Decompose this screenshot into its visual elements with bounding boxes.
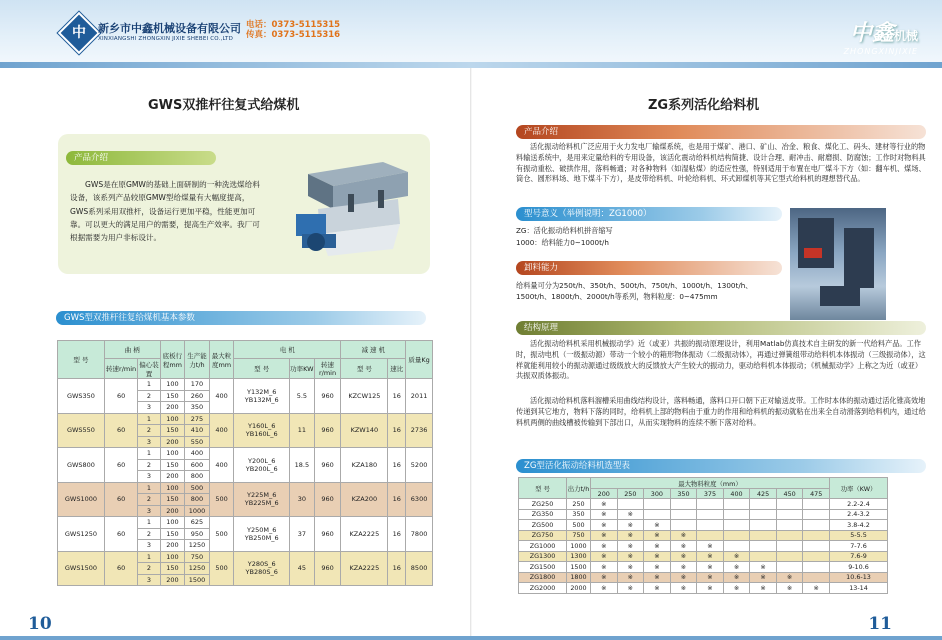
table-cell: 7.6-9 bbox=[830, 551, 888, 562]
check-mark-icon: ※ bbox=[723, 562, 750, 573]
table-cell: Y132M_6 YB132M_6 bbox=[234, 379, 290, 414]
zg-selection-table bbox=[518, 477, 888, 594]
check-mark-icon: ※ bbox=[617, 562, 644, 573]
table-cell: 100 bbox=[160, 413, 185, 425]
check-mark-icon: ※ bbox=[591, 562, 618, 573]
table-cell bbox=[670, 520, 697, 531]
table-cell: GWS550 bbox=[58, 413, 105, 448]
th-max-size: 最大粒度mm bbox=[209, 341, 234, 379]
principle-paragraph-2: 活化振动给料机落料溜槽采用曲线结构设计，落料畅通，落料口开口朝下正对输送皮带。工作时本体的振动通过活化锥高效地传递到其它地方，物料下落的同时，给料机上部的物料由于重力的作用和给料机的振动就粘在出来全自动滑落到给料机内，通过给料机两侧的曲线槽被传输到下部出口，从而实现物料的连续不断下落对给料。 bbox=[516, 396, 926, 427]
company-logo-icon: 中 bbox=[58, 12, 100, 54]
table-cell: 400 bbox=[209, 379, 234, 414]
table-cell: 60 bbox=[104, 448, 137, 483]
table-cell bbox=[803, 541, 830, 552]
table-cell: 16 bbox=[388, 517, 406, 552]
table-row bbox=[519, 562, 888, 573]
table-cell: 750 bbox=[567, 530, 591, 541]
table-cell: 800 bbox=[185, 494, 210, 506]
table-cell: 200 bbox=[160, 402, 185, 414]
table-cell: 3 bbox=[138, 540, 160, 552]
right-table-heading: ZG型活化振动给料机选型表 bbox=[516, 459, 926, 473]
table-cell: GWS1250 bbox=[58, 517, 105, 552]
table-cell: 1250 bbox=[185, 540, 210, 552]
table-cell: 500 bbox=[209, 517, 234, 552]
table-cell bbox=[776, 551, 803, 562]
table-cell bbox=[723, 509, 750, 520]
company-name: 新乡市中鑫机械设备有限公司 bbox=[98, 22, 241, 35]
table-row bbox=[58, 413, 433, 425]
table-cell bbox=[803, 530, 830, 541]
table-cell: 200 bbox=[160, 436, 185, 448]
table-cell: 2000 bbox=[567, 583, 591, 594]
table-cell: 1 bbox=[138, 551, 160, 563]
check-mark-icon: ※ bbox=[670, 583, 697, 594]
check-mark-icon: ※ bbox=[617, 551, 644, 562]
table-cell: ZG1500 bbox=[519, 562, 567, 573]
table-cell: GWS1000 bbox=[58, 482, 105, 517]
table-cell bbox=[697, 509, 724, 520]
table-cell: 1 bbox=[138, 517, 160, 529]
table-cell bbox=[723, 541, 750, 552]
table-cell: GWS1500 bbox=[58, 551, 105, 586]
check-mark-icon: ※ bbox=[723, 572, 750, 583]
table-cell: 2011 bbox=[406, 379, 433, 414]
table-row bbox=[519, 583, 888, 594]
table-cell: 800 bbox=[185, 471, 210, 483]
th-motor: 电 机 bbox=[234, 341, 341, 359]
check-mark-icon: ※ bbox=[750, 583, 777, 594]
table-cell bbox=[750, 520, 777, 531]
table-cell: 13-14 bbox=[830, 583, 888, 594]
table-cell: 2.2-2.4 bbox=[830, 499, 888, 510]
table-cell: 5.5 bbox=[290, 379, 315, 414]
table-cell: 400 bbox=[209, 448, 234, 483]
table-cell: 6300 bbox=[406, 482, 433, 517]
table-cell: 150 bbox=[160, 563, 185, 575]
check-mark-icon: ※ bbox=[644, 530, 671, 541]
table-cell: 30 bbox=[290, 482, 315, 517]
th-power: 功率KW bbox=[290, 359, 315, 379]
table-cell bbox=[723, 499, 750, 510]
table-cell bbox=[803, 499, 830, 510]
table-cell: KZW140 bbox=[341, 413, 388, 448]
table-cell: 960 bbox=[314, 551, 341, 586]
check-mark-icon: ※ bbox=[617, 541, 644, 552]
table-cell: 1 bbox=[138, 413, 160, 425]
th-size-value: 400 bbox=[723, 489, 750, 499]
table-cell: 260 bbox=[185, 390, 210, 402]
table-cell: 150 bbox=[160, 494, 185, 506]
table-cell: Y160L_6 YB160L_6 bbox=[234, 413, 290, 448]
table-cell: 16 bbox=[388, 413, 406, 448]
table-cell bbox=[697, 499, 724, 510]
check-mark-icon: ※ bbox=[723, 583, 750, 594]
table-row bbox=[58, 448, 433, 460]
table-row bbox=[58, 517, 433, 529]
table-cell: 1 bbox=[138, 482, 160, 494]
table-cell: Y250M_6 YB250M_6 bbox=[234, 517, 290, 552]
th-zg-output: 出力t/h bbox=[567, 478, 591, 499]
table-cell bbox=[644, 499, 671, 510]
th-reducer-model: 型 号 bbox=[341, 359, 388, 379]
table-row bbox=[519, 509, 888, 520]
contact-info: 电话：0373-5115315 传真：0373-5115316 bbox=[246, 20, 341, 40]
table-cell: 16 bbox=[388, 482, 406, 517]
table-row bbox=[58, 379, 433, 391]
table-cell: 60 bbox=[104, 482, 137, 517]
check-mark-icon: ※ bbox=[591, 509, 618, 520]
table-cell: 2 bbox=[138, 459, 160, 471]
th-stroke: 底板行程mm bbox=[160, 341, 185, 379]
table-cell bbox=[697, 520, 724, 531]
th-reducer: 减 速 机 bbox=[341, 341, 406, 359]
table-cell: ZG500 bbox=[519, 520, 567, 531]
table-cell: 960 bbox=[314, 517, 341, 552]
left-intro-heading: 产品介绍 bbox=[66, 151, 216, 165]
check-mark-icon: ※ bbox=[617, 530, 644, 541]
check-mark-icon: ※ bbox=[644, 583, 671, 594]
table-cell bbox=[750, 551, 777, 562]
table-cell: 1500 bbox=[185, 574, 210, 586]
table-cell: 11 bbox=[290, 413, 315, 448]
company-name-en: XINXIANGSHI ZHONGXIN JIXIE SHEBEI CO.,LTD bbox=[98, 36, 234, 42]
table-cell: ZG350 bbox=[519, 509, 567, 520]
table-cell: 2 bbox=[138, 494, 160, 506]
principle-paragraph-1: 活化振动给料机采用机械振动学》近（或亚）共振的振动原理设计，利用Matlab仿真技术自主研发的新一代给料产品。工作时，振动电机（一级振动源）带动一个较小的箱形物体振动（二级振动体），再通过弹簧组带动给料机本体振动（三级振动体），这样就能利用较小的振动源通过级级放大的反馈放大产生较大的振动力，驱动给料机本体振动；《机械振动学》上称之为近（或亚）共振双质体振动。 bbox=[516, 339, 926, 381]
table-cell: 10.6-13 bbox=[830, 572, 888, 583]
table-cell bbox=[617, 499, 644, 510]
check-mark-icon: ※ bbox=[750, 572, 777, 583]
table-cell: 625 bbox=[185, 517, 210, 529]
check-mark-icon: ※ bbox=[617, 509, 644, 520]
check-mark-icon: ※ bbox=[750, 562, 777, 573]
th-weight: 质量Kg bbox=[406, 341, 433, 379]
table-cell: 400 bbox=[209, 413, 234, 448]
table-cell: 250 bbox=[567, 499, 591, 510]
th-size-value: 450 bbox=[776, 489, 803, 499]
th-size-value: 300 bbox=[644, 489, 671, 499]
table-cell: 150 bbox=[160, 528, 185, 540]
th-speed: 转速r/min bbox=[104, 359, 137, 379]
table-cell: 150 bbox=[160, 425, 185, 437]
table-cell: 1 bbox=[138, 448, 160, 460]
table-cell: 2736 bbox=[406, 413, 433, 448]
table-cell: ZG1000 bbox=[519, 541, 567, 552]
table-cell: 275 bbox=[185, 413, 210, 425]
check-mark-icon: ※ bbox=[670, 562, 697, 573]
table-cell: 60 bbox=[104, 413, 137, 448]
table-cell: 500 bbox=[209, 551, 234, 586]
table-row bbox=[519, 530, 888, 541]
table-cell: 350 bbox=[567, 509, 591, 520]
table-cell: 1000 bbox=[185, 505, 210, 517]
table-cell: 1000 bbox=[567, 541, 591, 552]
table-cell: 5200 bbox=[406, 448, 433, 483]
check-mark-icon: ※ bbox=[723, 551, 750, 562]
table-cell: 960 bbox=[314, 379, 341, 414]
table-cell: 100 bbox=[160, 379, 185, 391]
table-cell: 960 bbox=[314, 448, 341, 483]
check-mark-icon: ※ bbox=[591, 541, 618, 552]
model-meaning-line-1: ZG：活化振动给料机拼音缩写 bbox=[516, 226, 613, 235]
table-cell: ZG750 bbox=[519, 530, 567, 541]
left-intro-text: GWS是在原GMW的基础上面研制的一种洗选煤给料设备，该系列产品较原GMW型给煤量有大幅度提高，GWS系列采用双推杆，设备运行更加平稳，性能更加可靠。可以更大的满足用户的需要，提高生产效率。我厂可根据需要为用户非标设计。 bbox=[70, 180, 260, 243]
page-spine bbox=[470, 68, 472, 640]
table-cell: 600 bbox=[185, 459, 210, 471]
table-cell bbox=[776, 520, 803, 531]
right-principle-heading: 结构原理 bbox=[516, 321, 926, 335]
check-mark-icon: ※ bbox=[617, 520, 644, 531]
check-mark-icon: ※ bbox=[697, 562, 724, 573]
table-cell: 200 bbox=[160, 471, 185, 483]
right-intro-heading: 产品介绍 bbox=[516, 125, 926, 139]
table-cell: 400 bbox=[185, 448, 210, 460]
th-size-value: 375 bbox=[697, 489, 724, 499]
table-cell: 7800 bbox=[406, 517, 433, 552]
check-mark-icon: ※ bbox=[644, 562, 671, 573]
table-cell bbox=[644, 509, 671, 520]
table-cell: 2 bbox=[138, 425, 160, 437]
table-cell: 9-10.6 bbox=[830, 562, 888, 573]
table-cell: 170 bbox=[185, 379, 210, 391]
left-table-heading: GWS型双推杆往复给煤机基本参数 bbox=[56, 311, 426, 325]
check-mark-icon: ※ bbox=[591, 530, 618, 541]
table-cell bbox=[776, 541, 803, 552]
table-cell: 3 bbox=[138, 436, 160, 448]
footer-band bbox=[0, 636, 942, 640]
table-cell bbox=[750, 541, 777, 552]
table-cell: 2.4-3.2 bbox=[830, 509, 888, 520]
table-cell: 200 bbox=[160, 540, 185, 552]
table-cell: 8500 bbox=[406, 551, 433, 586]
table-cell: 200 bbox=[160, 505, 185, 517]
check-mark-icon: ※ bbox=[697, 551, 724, 562]
table-cell: Y280S_6 YB280S_6 bbox=[234, 551, 290, 586]
table-cell: 500 bbox=[567, 520, 591, 531]
th-size-value: 250 bbox=[617, 489, 644, 499]
table-cell: 60 bbox=[104, 551, 137, 586]
check-mark-icon: ※ bbox=[617, 572, 644, 583]
gws-parameter-table bbox=[57, 340, 433, 586]
table-cell: 550 bbox=[185, 436, 210, 448]
check-mark-icon: ※ bbox=[670, 530, 697, 541]
table-cell bbox=[803, 509, 830, 520]
table-row bbox=[519, 551, 888, 562]
check-mark-icon: ※ bbox=[644, 551, 671, 562]
table-cell: 1500 bbox=[567, 562, 591, 573]
check-mark-icon: ※ bbox=[697, 541, 724, 552]
left-page-number: 10 bbox=[28, 614, 52, 634]
table-cell bbox=[803, 551, 830, 562]
table-cell: 150 bbox=[160, 390, 185, 402]
th-zg-power: 功率（KW） bbox=[830, 478, 888, 499]
table-cell bbox=[803, 520, 830, 531]
check-mark-icon: ※ bbox=[697, 583, 724, 594]
table-row bbox=[58, 551, 433, 563]
left-page-title: GWS双推杆往复式给煤机 bbox=[148, 98, 300, 113]
table-cell: 3 bbox=[138, 574, 160, 586]
table-cell: 5-5.5 bbox=[830, 530, 888, 541]
table-cell bbox=[697, 530, 724, 541]
table-cell: 500 bbox=[185, 482, 210, 494]
table-row bbox=[519, 541, 888, 552]
check-mark-icon: ※ bbox=[591, 583, 618, 594]
th-model: 型 号 bbox=[58, 341, 105, 379]
table-cell: 16 bbox=[388, 551, 406, 586]
table-cell bbox=[750, 499, 777, 510]
th-ratio: 速比 bbox=[388, 359, 406, 379]
right-page-title: ZG系列活化给料机 bbox=[648, 98, 760, 113]
table-cell: 1 bbox=[138, 379, 160, 391]
check-mark-icon: ※ bbox=[670, 541, 697, 552]
table-cell: KZA180 bbox=[341, 448, 388, 483]
th-crank: 曲 柄 bbox=[104, 341, 160, 359]
table-cell bbox=[776, 530, 803, 541]
table-cell: GWS350 bbox=[58, 379, 105, 414]
th-eccentric: 偏心装置 bbox=[139, 360, 159, 378]
check-mark-icon: ※ bbox=[617, 583, 644, 594]
feeder-site-photo bbox=[790, 208, 886, 320]
table-cell: 2 bbox=[138, 528, 160, 540]
th-zg-model: 型 号 bbox=[519, 478, 567, 499]
table-cell: 3 bbox=[138, 471, 160, 483]
table-cell: 60 bbox=[104, 517, 137, 552]
table-cell: ZG1800 bbox=[519, 572, 567, 583]
table-cell: 2 bbox=[138, 563, 160, 575]
table-row bbox=[519, 499, 888, 510]
th-size-value: 200 bbox=[591, 489, 618, 499]
th-zg-size: 最大物料粒度（mm） bbox=[591, 478, 830, 489]
table-cell: 100 bbox=[160, 517, 185, 529]
table-cell bbox=[750, 509, 777, 520]
th-motor-model: 型 号 bbox=[234, 359, 290, 379]
table-cell: 950 bbox=[185, 528, 210, 540]
table-cell bbox=[670, 509, 697, 520]
table-cell: 200 bbox=[160, 574, 185, 586]
table-cell: KZA2225 bbox=[341, 517, 388, 552]
check-mark-icon: ※ bbox=[670, 551, 697, 562]
check-mark-icon: ※ bbox=[776, 583, 803, 594]
th-motor-speed: 转速r/min bbox=[314, 359, 341, 379]
table-cell bbox=[750, 530, 777, 541]
table-cell: ZG2000 bbox=[519, 583, 567, 594]
table-cell: 750 bbox=[185, 551, 210, 563]
table-cell bbox=[723, 520, 750, 531]
table-cell: 410 bbox=[185, 425, 210, 437]
table-cell: 37 bbox=[290, 517, 315, 552]
coal-feeder-machine-image bbox=[288, 154, 418, 262]
table-cell: GWS800 bbox=[58, 448, 105, 483]
check-mark-icon: ※ bbox=[591, 572, 618, 583]
check-mark-icon: ※ bbox=[591, 551, 618, 562]
table-cell bbox=[776, 509, 803, 520]
table-cell bbox=[803, 572, 830, 583]
check-mark-icon: ※ bbox=[776, 572, 803, 583]
table-cell: ZG1300 bbox=[519, 551, 567, 562]
table-cell bbox=[670, 499, 697, 510]
table-cell bbox=[723, 530, 750, 541]
model-meaning-line-2: 1000：给料能力0~1000t/h bbox=[516, 238, 609, 247]
table-cell: 3 bbox=[138, 402, 160, 414]
table-cell: 150 bbox=[160, 459, 185, 471]
table-cell: 1250 bbox=[185, 563, 210, 575]
table-cell: 1300 bbox=[567, 551, 591, 562]
check-mark-icon: ※ bbox=[697, 572, 724, 583]
check-mark-icon: ※ bbox=[591, 499, 618, 510]
th-size-value: 475 bbox=[803, 489, 830, 499]
table-cell: 350 bbox=[185, 402, 210, 414]
table-cell: 3.8-4.2 bbox=[830, 520, 888, 531]
table-cell: KZA200 bbox=[341, 482, 388, 517]
table-cell bbox=[776, 562, 803, 573]
table-cell: 16 bbox=[388, 379, 406, 414]
table-cell bbox=[803, 562, 830, 573]
table-cell: KZCW125 bbox=[341, 379, 388, 414]
table-cell: 1800 bbox=[567, 572, 591, 583]
table-cell: 2 bbox=[138, 390, 160, 402]
table-row bbox=[519, 520, 888, 531]
th-size-value: 350 bbox=[670, 489, 697, 499]
right-model-heading: 型号意义（举例说明：ZG1000） bbox=[516, 207, 782, 221]
table-cell bbox=[776, 499, 803, 510]
table-cell: 500 bbox=[209, 482, 234, 517]
table-cell: 3 bbox=[138, 505, 160, 517]
table-cell: 18.5 bbox=[290, 448, 315, 483]
table-cell: Y225M_6 YB225M_6 bbox=[234, 482, 290, 517]
table-cell: Y200L_6 YB200L_6 bbox=[234, 448, 290, 483]
th-capacity: 生产能力t/h bbox=[185, 341, 210, 379]
check-mark-icon: ※ bbox=[644, 572, 671, 583]
table-cell: 960 bbox=[314, 482, 341, 517]
table-cell: 60 bbox=[104, 379, 137, 414]
right-page-number: 11 bbox=[868, 614, 892, 634]
table-cell: 16 bbox=[388, 448, 406, 483]
check-mark-icon: ※ bbox=[644, 520, 671, 531]
table-cell: KZA2225 bbox=[341, 551, 388, 586]
table-row bbox=[58, 482, 433, 494]
table-cell: 960 bbox=[314, 413, 341, 448]
capacity-text: 给料量可分为250t/h、350t/h、500t/h、750t/h、1000t/h、1300t/h、1500t/h、1800t/h、2000t/h等系列，物料粒度：0~475mm bbox=[516, 281, 753, 301]
table-cell: 100 bbox=[160, 551, 185, 563]
check-mark-icon: ※ bbox=[670, 572, 697, 583]
check-mark-icon: ※ bbox=[591, 520, 618, 531]
table-row bbox=[519, 572, 888, 583]
table-cell: ZG250 bbox=[519, 499, 567, 510]
table-cell: 100 bbox=[160, 482, 185, 494]
table-cell: 7-7.6 bbox=[830, 541, 888, 552]
right-capacity-heading: 卸料能力 bbox=[516, 261, 782, 275]
right-intro-text: 活化振动给料机广泛应用于火力发电厂输煤系统，也是用于煤矿、港口、矿山、冶金、粮食、煤化工、码头、建材等行业的物料输送系统中，是用来定量给料的专用设备，该活化震动给料机结构简捷、设计合理、耐冲击、耐磨损、防腐蚀；工作时对物料具有振动重松、破拱作用，落料畅通；对各种物料（如湿粘煤）的适应性强，特别适用于布置在电厂煤斗下方（如：翻车机、煤场、筒仓、圆形料场、地下煤斗下方），是皮带给料机、叶轮给料机、环式卸煤机等其它型式给料机的理想替代品。 bbox=[516, 142, 926, 184]
table-cell: 100 bbox=[160, 448, 185, 460]
brand-mark: 中鑫机械 ZHONGXINJIXIE bbox=[843, 20, 918, 56]
check-mark-icon: ※ bbox=[803, 583, 830, 594]
table-cell: 45 bbox=[290, 551, 315, 586]
check-mark-icon: ※ bbox=[644, 541, 671, 552]
th-size-value: 425 bbox=[750, 489, 777, 499]
